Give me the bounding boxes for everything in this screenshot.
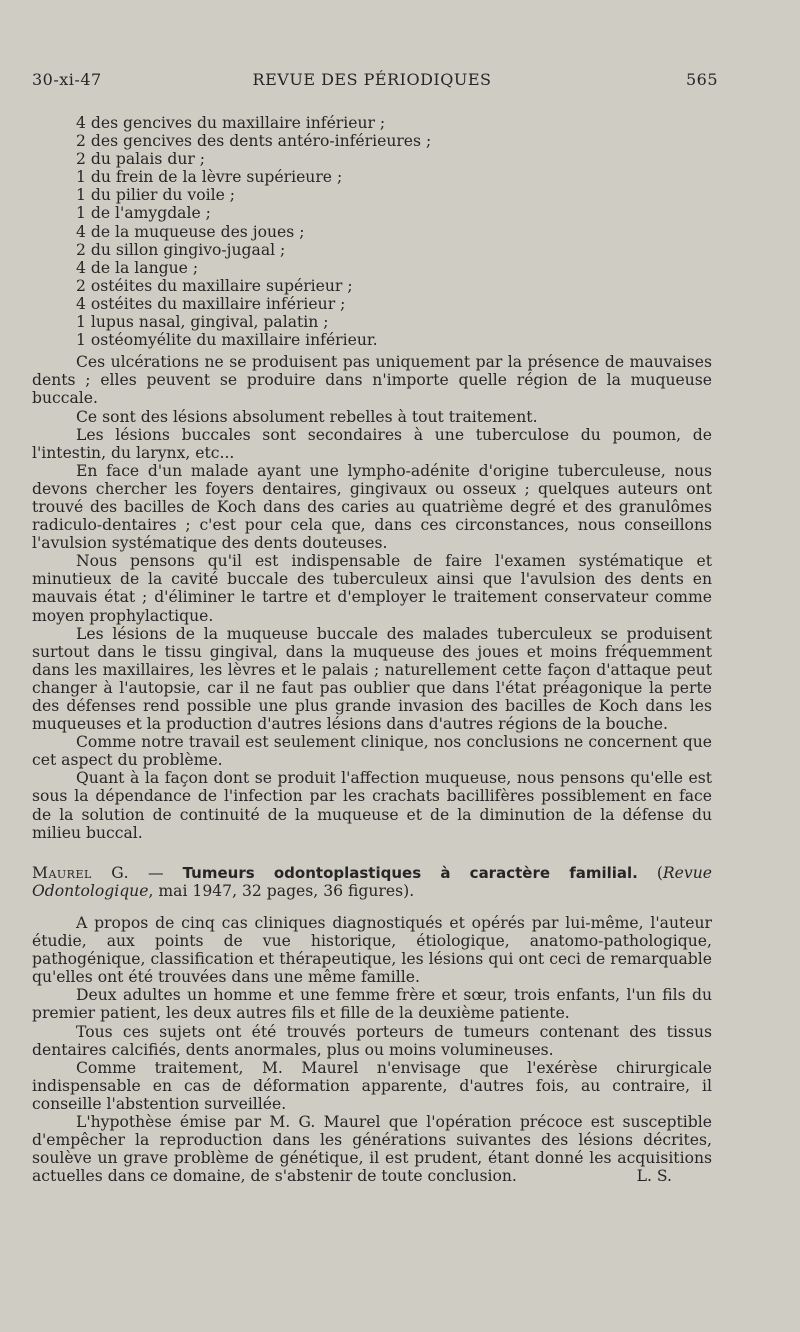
paragraph: En face d'un malade ayant une lympho-adénite d'origine tuberculeuse, nous devons chercher les foyers dentaires, gingivaux ou osseux ; quelques auteurs ont trouvé des bacilles de Koch dans des caries au quatrième degré et des granulômes radiculo-dentaires ; c'est pour cela que, dans ces circonstances, nous conseillons l'avulsion systématique des dents douteuses. [32, 461, 712, 553]
article-odontoplastic-tumours [32, 864, 712, 1186]
source-journal: Revue Odontologique [32, 863, 712, 900]
paragraph: Deux adultes un homme et une femme frère et sœur, trois enfants, l'un fils du premier patient, les deux autres fils et fille de la deuxième patiente. [32, 986, 712, 1023]
paragraph: Quant à la façon dont se produit l'affection muqueuse, nous pensons qu'elle est sous la dépendance de l'infection par les crachats bacillifères possiblement en face de la solution de continuité de la muqueuse et de la diminution de la défense du milieu buccal. [32, 769, 712, 842]
issue-date: 30-xi-47 [32, 70, 102, 89]
paragraph [32, 1113, 712, 1185]
source-open: ( [637, 863, 663, 882]
journal-section-title: REVUE DES PÉRIODIQUES [252, 70, 492, 89]
paragraph: Comme notre travail est seulement clinique, nos conclusions ne concernent que cet aspect du problème. [32, 733, 712, 770]
paragraph: Ces ulcérations ne se produisent pas uniquement par la présence de mauvaises dents ; elles peuvent se produire dans n'importe quelle région de la muqueuse buccale. [32, 353, 712, 408]
list-item: 4 ostéites du maxillaire inférieur ; [76, 294, 346, 313]
list-item: 2 du sillon gingivo-jugaal ; [76, 240, 286, 259]
list-item: 1 du frein de la lèvre supérieure ; [76, 168, 343, 187]
heading-dash: — [129, 863, 183, 882]
reviewer-signature: L. S. [636, 1167, 672, 1186]
list-item: 1 du pilier du voile ; [76, 186, 236, 205]
paragraph-text: L'hypothèse émise par M. G. Maurel que l'opération précoce est susceptible d'empêcher la reproduction dans les générations suivantes des lésions décrites, soulève un grave problème de génétique, il est prudent, étant donné les acquisitions actuelles dans ce domaine, de s'abstenir de toute conclusion. [32, 1112, 712, 1186]
paragraph: Nous pensons qu'il est indispensable de faire l'examen systématique et minutieux de la cavité buccale des tuberculeux ainsi que l'avulsion des dents en mauvais état ; d'éliminer le tartre et d'employer le traitement conservateur comme moyen prophylactique. [32, 552, 712, 625]
article-author: Maurel G. [32, 863, 130, 882]
list-item: 2 des gencives des dents antéro-inférieures ; [76, 132, 432, 151]
running-head [32, 70, 718, 92]
list-item: 1 lupus nasal, gingival, palatin ; [76, 313, 329, 332]
article-tuberculosis-continuation [32, 353, 712, 842]
article-heading [32, 864, 712, 900]
list-item: 4 de la langue ; [76, 258, 199, 277]
list-item: 4 des gencives du maxillaire inférieur ; [76, 114, 386, 132]
paragraph: Tous ces sujets ont été trouvés porteurs de tumeurs contenant des tissus dentaires calcifiés, dents anormales, plus ou moins volumineuses. [32, 1022, 712, 1059]
list-item: 2 du palais dur ; [76, 150, 206, 169]
source-details: , mai 1947, 32 pages, 36 figures). [148, 881, 415, 900]
article-title: Tumeurs odontoplastiques à caractère familial. [182, 863, 638, 882]
paragraph: A propos de cinq cas cliniques diagnostiqués et opérés par lui-même, l'auteur étudie, aux points de vue historique, étiologique, anatomo-pathologique, pathogénique, classification et thérapeutique, les lésions qui ont ceci de remarquable qu'elles ont été trouvées dans une même famille. [32, 913, 712, 987]
list-item: 1 ostéomyélite du maxillaire inférieur. [76, 331, 378, 350]
paragraph: Les lésions de la muqueuse buccale des malades tuberculeux se produisent surtout dans le tissu gingival, dans la muqueuse des joues et moins fréquemment dans les maxillaires, les lèvres et le palais ; naturellement cette façon d'attaque peut changer à l'autopsie, car il ne faut pas oublier que dans l'état préagonique la perte des défenses rend possible une plus grande invasion des bacilles de Koch dans les muqueuses et la production d'autres lésions dans d'autres régions de la bouche. [32, 624, 712, 734]
page-number: 565 [685, 70, 718, 89]
paragraph: Les lésions buccales sont secondaires à une tuberculose du poumon, de l'intestin, du larynx, etc... [32, 425, 712, 462]
page-body [32, 114, 712, 1185]
list-item: 2 ostéites du maxillaire supérieur ; [76, 276, 353, 295]
list-item: 4 de la muqueuse des joues ; [76, 222, 305, 241]
list-item: 1 de l'amygdale ; [76, 204, 211, 223]
paragraph: Ce sont des lésions absolument rebelles à tout traitement. [76, 407, 538, 426]
lesion-statistics-list [76, 114, 712, 349]
paragraph: Comme traitement, M. Maurel n'envisage que l'exérèse chirurgicale indispensable en cas de déformation apparente, d'autres fois, au contraire, il conseille l'abstention surveillée. [32, 1058, 712, 1113]
